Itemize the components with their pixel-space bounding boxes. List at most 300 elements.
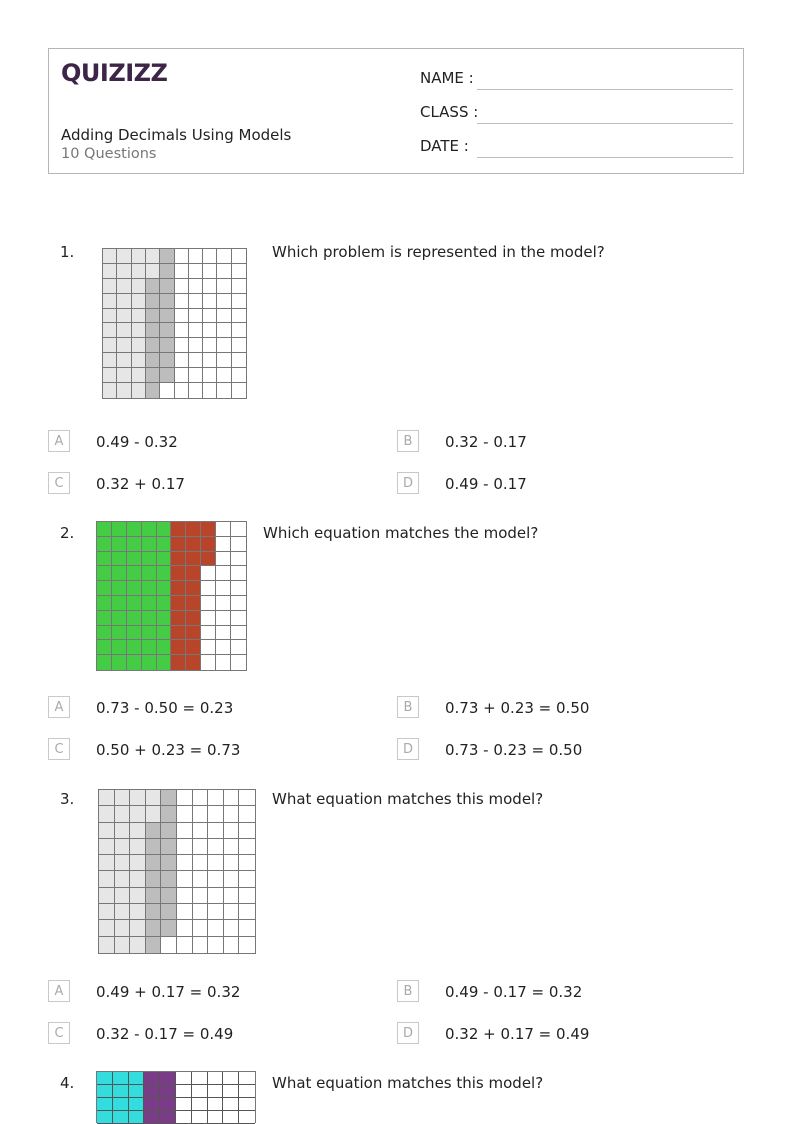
grid-cell: [208, 937, 224, 953]
grid-cell: [160, 338, 174, 353]
grid-cell: [132, 338, 146, 353]
grid-cell: [203, 249, 217, 264]
grid-cell: [157, 596, 172, 611]
grid-cell: [189, 383, 203, 398]
grid-cell: [161, 806, 177, 822]
grid-cell: [175, 323, 189, 338]
grid-cell: [201, 611, 216, 626]
option-letter[interactable]: D: [397, 472, 419, 494]
option-text[interactable]: 0.49 - 0.17: [445, 475, 527, 493]
grid-cell: [224, 839, 240, 855]
grid-cell: [176, 1072, 192, 1085]
grid-cell: [160, 368, 174, 383]
grid-cell: [193, 871, 209, 887]
grid-cell: [146, 904, 162, 920]
grid-cell: [239, 888, 255, 904]
grid-cell: [112, 626, 127, 641]
grid-cell: [175, 353, 189, 368]
grid-cell: [189, 368, 203, 383]
question-text: What equation matches this model?: [272, 790, 544, 808]
grid-cell: [193, 904, 209, 920]
grid-cell: [216, 611, 231, 626]
grid-cell: [192, 1085, 208, 1098]
grid-cell: [146, 839, 162, 855]
grid-cell: [146, 338, 160, 353]
option-text[interactable]: 0.49 + 0.17 = 0.32: [96, 983, 241, 1001]
grid-cell: [112, 522, 127, 537]
grid-cell: [97, 552, 112, 567]
grid-cell: [127, 552, 142, 567]
grid-cell: [157, 552, 172, 567]
grid-cell: [171, 552, 186, 567]
grid-cell: [97, 626, 112, 641]
grid-cell: [160, 294, 174, 309]
grid-cell: [115, 904, 131, 920]
grid-cell: [232, 249, 246, 264]
grid-cell: [144, 1072, 160, 1085]
question-text: Which equation matches the model?: [263, 524, 539, 542]
grid-cell: [113, 1098, 129, 1111]
grid-cell: [97, 611, 112, 626]
grid-cell: [189, 294, 203, 309]
grid-cell: [176, 1098, 192, 1111]
grid-cell: [130, 920, 146, 936]
grid-cell: [103, 249, 117, 264]
grid-cell: [193, 839, 209, 855]
grid-cell: [144, 1098, 160, 1111]
grid-cell: [208, 790, 224, 806]
grid-cell: [132, 323, 146, 338]
grid-cell: [177, 855, 193, 871]
grid-cell: [161, 937, 177, 953]
grid-cell: [97, 581, 112, 596]
grid-cell: [217, 353, 231, 368]
grid-cell: [224, 904, 240, 920]
grid-cell: [193, 855, 209, 871]
option-letter[interactable]: D: [397, 1022, 419, 1044]
grid-cell: [160, 1098, 176, 1111]
grid-cell: [203, 279, 217, 294]
grid-cell: [231, 640, 246, 655]
question-number: 1.: [60, 243, 75, 261]
grid-cell: [103, 294, 117, 309]
grid-cell: [103, 279, 117, 294]
grid-cell: [99, 888, 115, 904]
grid-cell: [177, 888, 193, 904]
grid-cell: [208, 904, 224, 920]
grid-cell: [99, 904, 115, 920]
grid-cell: [99, 937, 115, 953]
grid-cell: [232, 294, 246, 309]
option-text[interactable]: 0.49 - 0.17 = 0.32: [445, 983, 583, 1001]
grid-cell: [146, 264, 160, 279]
grid-cell: [186, 611, 201, 626]
grid-cell: [157, 611, 172, 626]
grid-cell: [239, 871, 255, 887]
grid-cell: [223, 1098, 239, 1111]
grid-cell: [224, 937, 240, 953]
grid-cell: [115, 839, 131, 855]
grid-cell: [129, 1111, 145, 1124]
grid-cell: [97, 1085, 113, 1098]
grid-cell: [208, 871, 224, 887]
grid-cell: [201, 566, 216, 581]
grid-cell: [129, 1085, 145, 1098]
grid-cell: [99, 823, 115, 839]
grid-cell: [160, 279, 174, 294]
grid-cell: [142, 640, 157, 655]
grid-cell: [171, 655, 186, 670]
option-text[interactable]: 0.50 + 0.23 = 0.73: [96, 741, 241, 759]
grid-cell: [127, 537, 142, 552]
grid-cell: [146, 249, 160, 264]
grid-cell: [217, 368, 231, 383]
grid-cell: [171, 581, 186, 596]
option-letter[interactable]: C: [48, 1022, 70, 1044]
grid-cell: [115, 806, 131, 822]
grid-cell: [193, 790, 209, 806]
grid-cell: [115, 823, 131, 839]
grid-cell: [186, 596, 201, 611]
grid-cell: [171, 522, 186, 537]
grid-cell: [186, 581, 201, 596]
grid-cell: [217, 309, 231, 324]
grid-cell: [175, 249, 189, 264]
grid-cell: [117, 368, 131, 383]
option-letter[interactable]: B: [397, 980, 419, 1002]
grid-cell: [130, 904, 146, 920]
grid-cell: [186, 626, 201, 641]
grid-cell: [127, 640, 142, 655]
grid-cell: [239, 904, 255, 920]
option-letter[interactable]: A: [48, 980, 70, 1002]
grid-cell: [146, 823, 162, 839]
grid-cell: [103, 309, 117, 324]
grid-cell: [201, 537, 216, 552]
grid-cell: [113, 1111, 129, 1124]
grid-cell: [208, 823, 224, 839]
grid-cell: [97, 537, 112, 552]
name-line: [477, 89, 733, 90]
grid-cell: [146, 790, 162, 806]
grid-cell: [117, 264, 131, 279]
option-letter[interactable]: A: [48, 696, 70, 718]
grid-cell: [103, 338, 117, 353]
grid-cell: [224, 920, 240, 936]
option-text[interactable]: 0.49 - 0.32: [96, 433, 178, 451]
grid-cell: [142, 611, 157, 626]
grid-cell: [175, 264, 189, 279]
grid-cell: [232, 309, 246, 324]
grid-cell: [157, 655, 172, 670]
grid-cell: [99, 839, 115, 855]
grid-cell: [175, 279, 189, 294]
grid-cell: [130, 855, 146, 871]
grid-cell: [231, 566, 246, 581]
grid-cell: [216, 522, 231, 537]
grid-cell: [231, 626, 246, 641]
grid-cell: [112, 596, 127, 611]
grid-cell: [132, 353, 146, 368]
grid-cell: [208, 806, 224, 822]
grid-cell: [117, 279, 131, 294]
grid-cell: [160, 249, 174, 264]
grid-cell: [189, 309, 203, 324]
option-letter[interactable]: B: [397, 430, 419, 452]
grid-cell: [115, 937, 131, 953]
option-text[interactable]: 0.73 + 0.23 = 0.50: [445, 699, 590, 717]
grid-cell: [231, 581, 246, 596]
question-number: 3.: [60, 790, 75, 808]
grid-cell: [216, 640, 231, 655]
grid-cell: [117, 294, 131, 309]
option-text[interactable]: 0.32 + 0.17 = 0.49: [445, 1025, 590, 1043]
grid-cell: [177, 790, 193, 806]
grid-cell: [129, 1072, 145, 1085]
grid-cell: [112, 640, 127, 655]
grid-cell: [171, 626, 186, 641]
grid-cell: [97, 1098, 113, 1111]
option-text[interactable]: 0.73 - 0.23 = 0.50: [445, 741, 583, 759]
option-text[interactable]: 0.32 - 0.17 = 0.49: [96, 1025, 234, 1043]
grid-cell: [189, 279, 203, 294]
grid-cell: [157, 537, 172, 552]
grid-cell: [175, 309, 189, 324]
grid-cell: [142, 655, 157, 670]
grid-cell: [146, 855, 162, 871]
grid-cell: [142, 522, 157, 537]
grid-cell: [127, 522, 142, 537]
grid-cell: [130, 839, 146, 855]
grid-cell: [157, 581, 172, 596]
grid-cell: [177, 937, 193, 953]
grid-cell: [146, 279, 160, 294]
grid-cell: [99, 920, 115, 936]
grid-cell: [217, 338, 231, 353]
grid-cell: [208, 920, 224, 936]
grid-cell: [142, 537, 157, 552]
grid-cell: [203, 323, 217, 338]
grid-cell: [216, 655, 231, 670]
grid-cell: [224, 871, 240, 887]
option-letter[interactable]: A: [48, 430, 70, 452]
grid-cell: [217, 279, 231, 294]
worksheet-header: [48, 48, 744, 174]
grid-cell: [231, 655, 246, 670]
grid-cell: [132, 279, 146, 294]
grid-cell: [189, 323, 203, 338]
grid-cell: [208, 1111, 224, 1124]
grid-cell: [171, 640, 186, 655]
grid-cell: [239, 823, 255, 839]
grid-cell: [201, 655, 216, 670]
grid-cell: [231, 537, 246, 552]
option-letter[interactable]: C: [48, 472, 70, 494]
grid-cell: [177, 904, 193, 920]
grid-cell: [189, 338, 203, 353]
option-text[interactable]: 0.32 - 0.17: [445, 433, 527, 451]
grid-cell: [127, 581, 142, 596]
grid-cell: [160, 383, 174, 398]
grid-cell: [160, 1111, 176, 1124]
question-text: Which problem is represented in the model?: [272, 243, 605, 261]
grid-cell: [103, 353, 117, 368]
grid-cell: [112, 552, 127, 567]
grid-cell: [239, 1085, 255, 1098]
grid-cell: [216, 566, 231, 581]
grid-cell: [117, 309, 131, 324]
grid-cell: [239, 790, 255, 806]
hundred-grid-model: [102, 248, 247, 399]
grid-cell: [117, 249, 131, 264]
grid-cell: [192, 1072, 208, 1085]
option-letter[interactable]: D: [397, 738, 419, 760]
grid-cell: [130, 871, 146, 887]
grid-cell: [208, 1098, 224, 1111]
grid-cell: [192, 1098, 208, 1111]
option-letter[interactable]: C: [48, 738, 70, 760]
grid-cell: [99, 806, 115, 822]
grid-cell: [112, 581, 127, 596]
option-letter[interactable]: B: [397, 696, 419, 718]
grid-cell: [97, 640, 112, 655]
grid-cell: [160, 1072, 176, 1085]
grid-cell: [217, 294, 231, 309]
name-label: NAME :: [420, 69, 474, 87]
grid-cell: [144, 1111, 160, 1124]
grid-cell: [203, 368, 217, 383]
grid-cell: [161, 888, 177, 904]
grid-cell: [216, 537, 231, 552]
grid-cell: [112, 537, 127, 552]
grid-cell: [177, 839, 193, 855]
grid-cell: [186, 537, 201, 552]
grid-cell: [146, 806, 162, 822]
grid-cell: [239, 839, 255, 855]
grid-cell: [239, 1111, 255, 1124]
grid-cell: [203, 353, 217, 368]
grid-cell: [208, 1085, 224, 1098]
grid-cell: [216, 552, 231, 567]
grid-cell: [177, 806, 193, 822]
grid-cell: [203, 294, 217, 309]
question-number: 4.: [60, 1074, 75, 1092]
grid-cell: [189, 249, 203, 264]
grid-cell: [160, 264, 174, 279]
grid-cell: [97, 522, 112, 537]
grid-cell: [231, 552, 246, 567]
grid-cell: [130, 806, 146, 822]
grid-cell: [113, 1072, 129, 1085]
grid-cell: [160, 353, 174, 368]
grid-cell: [146, 937, 162, 953]
grid-cell: [97, 566, 112, 581]
grid-cell: [127, 566, 142, 581]
grid-cell: [161, 823, 177, 839]
grid-cell: [127, 596, 142, 611]
grid-cell: [232, 323, 246, 338]
grid-cell: [142, 552, 157, 567]
grid-cell: [157, 566, 172, 581]
grid-cell: [127, 611, 142, 626]
grid-cell: [239, 937, 255, 953]
grid-cell: [99, 871, 115, 887]
grid-cell: [217, 323, 231, 338]
grid-cell: [115, 920, 131, 936]
grid-cell: [103, 383, 117, 398]
grid-cell: [132, 264, 146, 279]
date-line: [477, 157, 733, 158]
grid-cell: [232, 279, 246, 294]
grid-cell: [216, 581, 231, 596]
grid-cell: [203, 309, 217, 324]
grid-cell: [115, 871, 131, 887]
grid-cell: [99, 790, 115, 806]
grid-cell: [201, 596, 216, 611]
grid-cell: [201, 640, 216, 655]
hundred-grid-model: [96, 1071, 256, 1123]
grid-cell: [103, 323, 117, 338]
grid-cell: [161, 855, 177, 871]
grid-cell: [232, 353, 246, 368]
option-text[interactable]: 0.32 + 0.17: [96, 475, 185, 493]
grid-cell: [157, 522, 172, 537]
grid-cell: [132, 294, 146, 309]
grid-cell: [186, 566, 201, 581]
grid-cell: [112, 611, 127, 626]
grid-cell: [232, 383, 246, 398]
grid-cell: [112, 566, 127, 581]
hundred-grid-model: [96, 521, 247, 671]
grid-cell: [129, 1098, 145, 1111]
grid-cell: [97, 1072, 113, 1085]
grid-cell: [130, 937, 146, 953]
grid-cell: [146, 368, 160, 383]
grid-cell: [99, 855, 115, 871]
grid-cell: [160, 309, 174, 324]
grid-cell: [201, 626, 216, 641]
grid-cell: [201, 581, 216, 596]
grid-cell: [157, 640, 172, 655]
grid-cell: [142, 566, 157, 581]
grid-cell: [160, 1085, 176, 1098]
grid-cell: [186, 640, 201, 655]
grid-cell: [130, 888, 146, 904]
grid-cell: [193, 823, 209, 839]
grid-cell: [171, 596, 186, 611]
question-count: 10 Questions: [61, 146, 157, 162]
grid-cell: [115, 888, 131, 904]
class-label: CLASS :: [420, 103, 479, 121]
grid-cell: [224, 855, 240, 871]
grid-cell: [142, 626, 157, 641]
grid-cell: [146, 309, 160, 324]
grid-cell: [117, 323, 131, 338]
grid-cell: [171, 537, 186, 552]
grid-cell: [216, 596, 231, 611]
grid-cell: [127, 626, 142, 641]
grid-cell: [115, 790, 131, 806]
grid-cell: [217, 249, 231, 264]
grid-cell: [175, 383, 189, 398]
option-text[interactable]: 0.73 - 0.50 = 0.23: [96, 699, 234, 717]
grid-cell: [189, 264, 203, 279]
grid-cell: [231, 596, 246, 611]
grid-cell: [231, 611, 246, 626]
grid-cell: [203, 338, 217, 353]
grid-cell: [186, 522, 201, 537]
grid-cell: [193, 937, 209, 953]
